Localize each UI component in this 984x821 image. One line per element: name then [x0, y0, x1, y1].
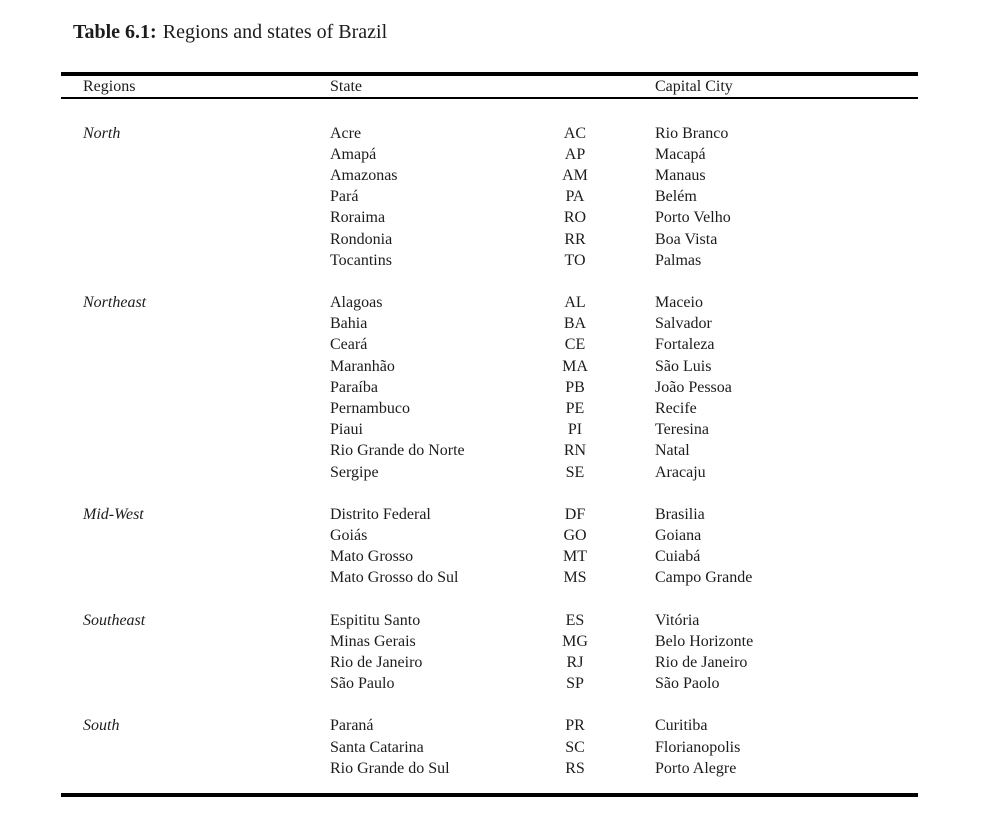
- region-cell: [61, 356, 330, 377]
- state-abbreviation-cell: PB: [565, 378, 585, 396]
- state-abbreviation-cell: MT: [563, 548, 587, 566]
- column-gap: [635, 631, 655, 652]
- table-row: [61, 525, 918, 546]
- table-row: [61, 250, 918, 271]
- capital-city-cell: Brasilia: [655, 505, 705, 523]
- state-cell: Rondonia: [330, 230, 393, 248]
- state-cell: Rio Grande do Sul: [330, 759, 450, 777]
- region-cell: [61, 250, 330, 271]
- table-row: [61, 207, 918, 228]
- region-cell: [61, 334, 330, 355]
- table-row: [61, 165, 918, 186]
- region-cell: [61, 758, 330, 779]
- region-cell: [61, 546, 330, 567]
- column-gap: [635, 76, 655, 97]
- region-section: [61, 123, 918, 271]
- column-gap: [635, 673, 655, 694]
- state-abbreviation-cell: RJ: [566, 653, 584, 671]
- capital-city-cell: João Pessoa: [655, 378, 732, 396]
- table-bottom-rule: [61, 793, 918, 797]
- regions-table: [61, 72, 918, 797]
- state-cell: Alagoas: [330, 293, 383, 311]
- capital-city-cell: São Luis: [655, 357, 712, 375]
- column-gap: [635, 737, 655, 758]
- capital-city-cell: Salvador: [655, 315, 712, 333]
- capital-city-cell: Belo Horizonte: [655, 632, 754, 650]
- table-row: [61, 292, 918, 313]
- column-gap: [635, 207, 655, 228]
- state-abbreviation-cell: PI: [567, 421, 583, 439]
- state-cell: Sergipe: [330, 463, 379, 481]
- column-gap: [635, 313, 655, 334]
- state-cell: Rio Grande do Norte: [330, 442, 465, 460]
- capital-city-cell: Natal: [655, 442, 690, 460]
- state-abbreviation-cell: SP: [566, 675, 584, 693]
- region-cell: [61, 165, 330, 186]
- state-cell: Roraima: [330, 209, 386, 227]
- table-caption-number: Table 6.1:: [73, 21, 157, 43]
- region-cell: [61, 440, 330, 461]
- region-cell: [61, 652, 330, 673]
- column-gap: [635, 610, 655, 631]
- column-header-capital-city: Capital City: [655, 78, 733, 95]
- region-section: [61, 610, 918, 695]
- capital-city-cell: Vitória: [655, 611, 700, 629]
- region-cell: [61, 462, 330, 483]
- region-cell: [61, 207, 330, 228]
- column-gap: [635, 504, 655, 525]
- table-body: [61, 99, 918, 793]
- table-row: [61, 313, 918, 334]
- state-abbreviation-cell: GO: [563, 526, 587, 544]
- table-row: [61, 546, 918, 567]
- table-row: [61, 419, 918, 440]
- state-abbreviation-cell: AM: [562, 166, 588, 184]
- column-gap: [635, 440, 655, 461]
- table-row: [61, 229, 918, 250]
- state-cell: Paraíba: [330, 378, 378, 396]
- capital-city-cell: Porto Velho: [655, 209, 731, 227]
- column-gap: [635, 546, 655, 567]
- table-row: [61, 123, 918, 144]
- column-header-regions: Regions: [83, 78, 136, 95]
- state-cell: Piaui: [330, 421, 363, 439]
- capital-city-cell: Manaus: [655, 166, 706, 184]
- capital-city-cell: Florianopolis: [655, 738, 741, 756]
- state-cell: Mato Grosso: [330, 548, 414, 566]
- table-caption-text: Regions and states of Brazil: [162, 21, 388, 43]
- state-cell: São Paulo: [330, 675, 395, 693]
- state-abbreviation-cell: CE: [564, 336, 586, 354]
- region-cell: [61, 377, 330, 398]
- region-section: [61, 504, 918, 589]
- table-row: [61, 504, 918, 525]
- state-cell: Ceará: [330, 336, 368, 354]
- column-gap: [635, 165, 655, 186]
- region-cell: [61, 229, 330, 250]
- column-gap: [635, 525, 655, 546]
- state-cell: Goiás: [330, 526, 368, 544]
- table-row: [61, 567, 918, 588]
- state-cell: Distrito Federal: [330, 505, 431, 523]
- state-cell: Paraná: [330, 717, 374, 735]
- state-abbreviation-cell: MA: [562, 357, 588, 375]
- region-section: [61, 715, 918, 779]
- column-gap: [635, 186, 655, 207]
- table-row: [61, 610, 918, 631]
- state-cell: Mato Grosso do Sul: [330, 569, 459, 587]
- state-cell: Rio de Janeiro: [330, 653, 423, 671]
- state-abbreviation-cell: BA: [563, 315, 587, 333]
- region-cell: [61, 313, 330, 334]
- capital-city-cell: Cuiabá: [655, 548, 701, 566]
- table-row: [61, 758, 918, 779]
- column-gap: [635, 334, 655, 355]
- state-abbreviation-cell: MG: [562, 632, 588, 650]
- state-cell: Amapá: [330, 145, 377, 163]
- column-gap: [635, 144, 655, 165]
- state-abbreviation-cell: RO: [563, 209, 587, 227]
- table-row: [61, 715, 918, 736]
- state-abbreviation-cell: SC: [565, 738, 585, 756]
- capital-city-cell: Rio de Janeiro: [655, 653, 748, 671]
- column-gap: [635, 715, 655, 736]
- column-gap: [635, 419, 655, 440]
- column-gap: [635, 377, 655, 398]
- capital-city-cell: Porto Alegre: [655, 759, 737, 777]
- region-cell: Southeast: [83, 611, 146, 629]
- region-cell: [61, 673, 330, 694]
- state-cell: Bahia: [330, 315, 368, 333]
- state-abbreviation-cell: PE: [565, 399, 585, 417]
- region-cell: North: [83, 124, 121, 142]
- region-cell: [61, 398, 330, 419]
- state-abbreviation-cell: AL: [564, 293, 586, 311]
- column-gap: [635, 567, 655, 588]
- table-row: [61, 186, 918, 207]
- state-abbreviation-cell: AC: [563, 124, 587, 142]
- column-gap: [635, 462, 655, 483]
- state-cell: Pernambuco: [330, 399, 410, 417]
- table-row: [61, 673, 918, 694]
- table-row: [61, 737, 918, 758]
- state-abbreviation-cell: PR: [565, 717, 585, 735]
- state-abbreviation-cell: RN: [563, 442, 587, 460]
- column-gap: [635, 652, 655, 673]
- capital-city-cell: Goiana: [655, 526, 702, 544]
- table-header-row: [61, 76, 918, 97]
- region-cell: [61, 144, 330, 165]
- state-cell: Tocantins: [330, 251, 392, 269]
- capital-city-cell: Campo Grande: [655, 569, 753, 587]
- column-header-state: State: [330, 78, 362, 95]
- state-abbreviation-cell: RR: [564, 230, 586, 248]
- table-row: [61, 334, 918, 355]
- capital-city-cell: Aracaju: [655, 463, 706, 481]
- table-row: [61, 398, 918, 419]
- region-cell: South: [83, 717, 120, 735]
- region-cell: [61, 186, 330, 207]
- column-gap: [635, 292, 655, 313]
- column-gap: [635, 398, 655, 419]
- capital-city-cell: São Paolo: [655, 675, 720, 693]
- table-row: [61, 144, 918, 165]
- state-abbreviation-cell: DF: [564, 505, 586, 523]
- region-section: [61, 292, 918, 483]
- state-cell: Santa Catarina: [330, 738, 424, 756]
- column-gap: [635, 229, 655, 250]
- capital-city-cell: Rio Branco: [655, 124, 729, 142]
- table-row: [61, 377, 918, 398]
- region-cell: [61, 525, 330, 546]
- state-abbreviation-cell: RS: [565, 759, 585, 777]
- column-gap: [635, 758, 655, 779]
- capital-city-cell: Palmas: [655, 251, 702, 269]
- state-abbreviation-cell: SE: [565, 463, 585, 481]
- state-cell: Espititu Santo: [330, 611, 421, 629]
- table-row: [61, 462, 918, 483]
- state-cell: Pará: [330, 188, 359, 206]
- table-row: [61, 440, 918, 461]
- capital-city-cell: Boa Vista: [655, 230, 718, 248]
- state-cell: Amazonas: [330, 166, 398, 184]
- capital-city-cell: Belém: [655, 188, 697, 206]
- table-row: [61, 652, 918, 673]
- capital-city-cell: Recife: [655, 399, 697, 417]
- column-header-abbreviation: [515, 76, 635, 97]
- region-cell: Northeast: [83, 293, 147, 311]
- capital-city-cell: Curitiba: [655, 717, 708, 735]
- region-cell: Mid-West: [83, 505, 144, 523]
- state-abbreviation-cell: PA: [565, 188, 585, 206]
- column-gap: [635, 123, 655, 144]
- state-cell: Acre: [330, 124, 362, 142]
- table-row: [61, 631, 918, 652]
- state-abbreviation-cell: ES: [565, 611, 585, 629]
- capital-city-cell: Macapá: [655, 145, 706, 163]
- region-cell: [61, 631, 330, 652]
- capital-city-cell: Fortaleza: [655, 336, 715, 354]
- table-caption: [73, 19, 387, 45]
- capital-city-cell: Teresina: [655, 421, 709, 439]
- state-abbreviation-cell: AP: [564, 145, 586, 163]
- table-row: [61, 356, 918, 377]
- capital-city-cell: Maceio: [655, 293, 703, 311]
- column-gap: [635, 250, 655, 271]
- region-cell: [61, 567, 330, 588]
- state-cell: Minas Gerais: [330, 632, 416, 650]
- state-cell: Maranhão: [330, 357, 395, 375]
- region-cell: [61, 737, 330, 758]
- state-abbreviation-cell: TO: [564, 251, 586, 269]
- state-abbreviation-cell: MS: [563, 569, 587, 587]
- region-cell: [61, 419, 330, 440]
- column-gap: [635, 356, 655, 377]
